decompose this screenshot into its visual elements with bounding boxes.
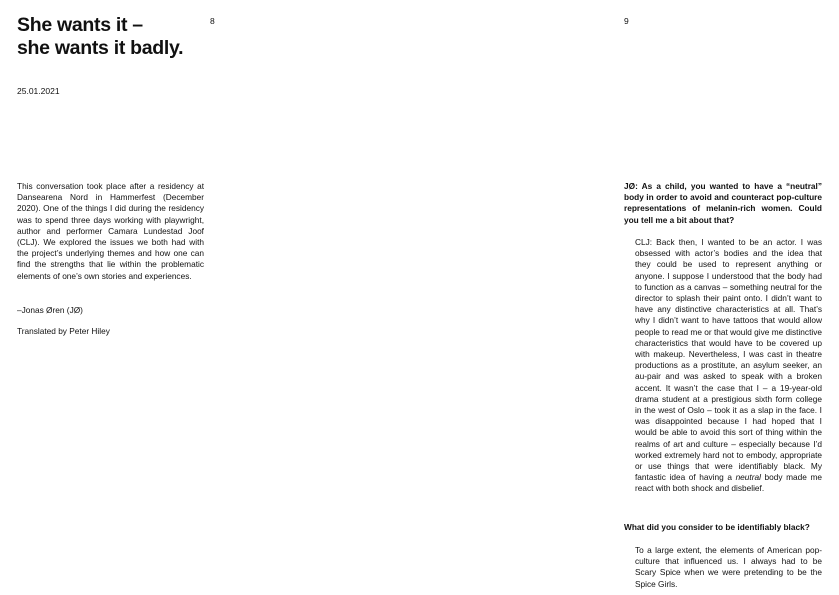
interview-answer-1 (635, 237, 822, 495)
page-number-left: 8 (210, 16, 215, 26)
page-number-right: 9 (624, 16, 629, 26)
intro-paragraph: This conversation took place after a residency at Dansearena Nord in Hammerfest (December 2020). One of the things I did during the residency was to spend three days working with playwright, author and performer Camara Lundestad Joof (CLJ). We explored the issues we both had with the project’s underlying themes and how one can find the strengths that lie within the problematic elements of one’s own stories and experiences. (17, 181, 204, 281)
title-line-2: she wants it badly. (17, 37, 184, 59)
answer-1-emphasis: neutral (735, 472, 761, 483)
interview-question-2: What did you consider to be identifiably black? (624, 522, 810, 532)
title-line-1: She wants it – (17, 14, 143, 36)
article-date: 25.01.2021 (17, 86, 60, 96)
interview-answer-2: To a large extent, the elements of American pop-culture that influenced us. I always had to be Scary Spice when we were pretending to be the Spice Girls. (635, 545, 822, 589)
answer-1-text-start: CLJ: Back then, I wanted to be an actor. I was obsessed with actor’s bodies and the idea that they could be used to represent anything or anyone. I suppose I understood that the body had to function as a canvas – something neutral for the director to splash their paint onto. I didn’t want to have any distinctive characteristics at all. That’s why I didn’t want to have tattoos that would allow people to read me or that would give me distinctive characteristics that would have to be covered up with makeup. Nevertheless, I was cast in theatre productions as a prostitute, an asylum seeker, an au-pair and was asked to speak with a broken accent. It wasn’t the case that I – a 19-year-old drama student at a prestigious sixth form college in the west of Oslo – took it as a slap in the face. I was disappointed because I had hoped that I would be able to avoid this sort of thing within the realms of art and culture – especially because I’d worked extremely hard not to embody, appropriate or use things that were identifiably black. My fantastic idea of having a (635, 237, 822, 483)
author-signature: –Jonas Øren (JØ) (17, 305, 83, 315)
answer-1-text-end: body made me react with both shock and disbelief. (635, 472, 823, 494)
article-title (17, 14, 183, 60)
translator-credit: Translated by Peter Hiley (17, 326, 110, 336)
interview-question-1: JØ: As a child, you wanted to have a “neutral” body in order to avoid and counteract pop-culture representations of melanin-rich women. Could you tell me a bit about that? (624, 181, 822, 225)
